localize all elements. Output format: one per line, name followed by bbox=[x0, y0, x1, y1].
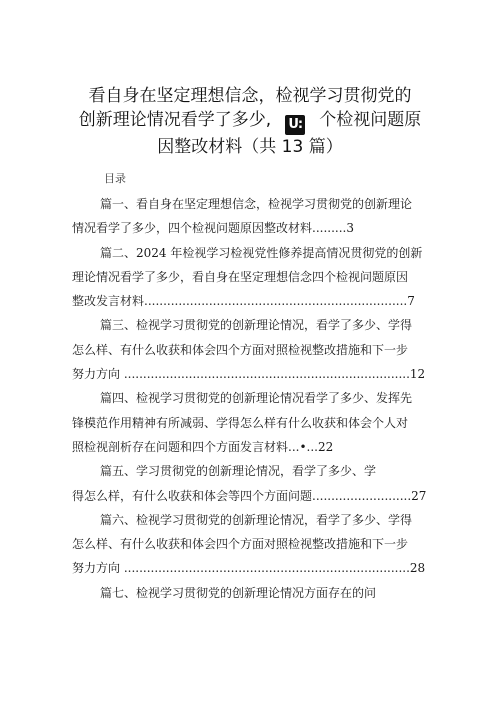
toc-entry[interactable] bbox=[72, 192, 434, 241]
toc-entry-line: 怎么样、有什么收获和体会四个方面对照检视整改措施和下一步 bbox=[72, 537, 409, 552]
title-line-2-start: 创新理论情况看学了多少, bbox=[78, 110, 272, 130]
watermark-logo-icon: U: bbox=[285, 115, 305, 135]
title-line-3: 因整改材料（共 13 篇） bbox=[157, 137, 343, 157]
toc-entry-line: 情况看学了多少，四个检视问题原因整改材料.........3 bbox=[72, 221, 354, 236]
title-line-2-end: 个检视问题原 bbox=[319, 110, 422, 130]
toc-entry-line: 怎么样、有什么收获和体会四个方面对照检视整改措施和下一步 bbox=[72, 342, 409, 357]
toc-entry-line: 照检视剖析存在问题和四个方面发言材料...•...22 bbox=[72, 439, 334, 454]
title-line-1: 看自身在坚定理想信念，检视学习贯彻党的 bbox=[88, 86, 412, 106]
toc-entry-line: 整改发言材料.....................................................................7 bbox=[72, 294, 415, 309]
toc-entry[interactable] bbox=[72, 313, 434, 386]
toc-entry[interactable] bbox=[72, 386, 434, 459]
table-of-contents bbox=[72, 192, 434, 605]
toc-entry-line: 篇四、检视学习贯彻党的创新理论情况看学了多少、发挥先 bbox=[100, 391, 413, 406]
toc-entry[interactable] bbox=[72, 459, 434, 508]
toc-entry-line: 篇二、2024 年检视学习检视党性修养提高情况贯彻党的创新 bbox=[100, 245, 423, 260]
toc-entry-line: 篇三、检视学习贯彻党的创新理论情况，看学了多少、学得 bbox=[100, 318, 413, 333]
title-line-2 bbox=[60, 108, 440, 135]
toc-entry-line: 篇一、看自身在坚定理想信念，检视学习贯彻党的创新理论 bbox=[100, 197, 413, 211]
toc-entry[interactable] bbox=[72, 241, 434, 314]
toc-entry-line: 篇六、检视学习贯彻党的创新理论情况，看学了多少、学得 bbox=[100, 512, 413, 527]
toc-entry-line: 努力方向 ...........................................................................12 bbox=[72, 367, 426, 382]
toc-entry[interactable] bbox=[72, 508, 434, 581]
toc-entry-line: 篇五、学习贯彻党的创新理论情况，看学了多少、学 bbox=[100, 464, 377, 479]
toc-entry-line: 锋模范作用精神有所减弱、学得怎么样有什么收获和体会个人对 bbox=[72, 415, 409, 430]
toc-entry[interactable] bbox=[72, 581, 434, 605]
document-title bbox=[60, 84, 440, 159]
toc-entry-line: 得怎么样，有什么收获和体会等四个方面问题..........................27 bbox=[72, 488, 427, 503]
toc-entry-line: 努力方向 ...........................................................................28 bbox=[72, 561, 426, 576]
toc-entry-line: 篇七、检视学习贯彻党的创新理论情况方面存在的问 bbox=[100, 585, 377, 600]
toc-heading: 目录 bbox=[104, 172, 126, 185]
toc-entry-line: 理论情况看学了多少，看自身在坚定理想信念四个检视问题原因 bbox=[72, 269, 409, 284]
